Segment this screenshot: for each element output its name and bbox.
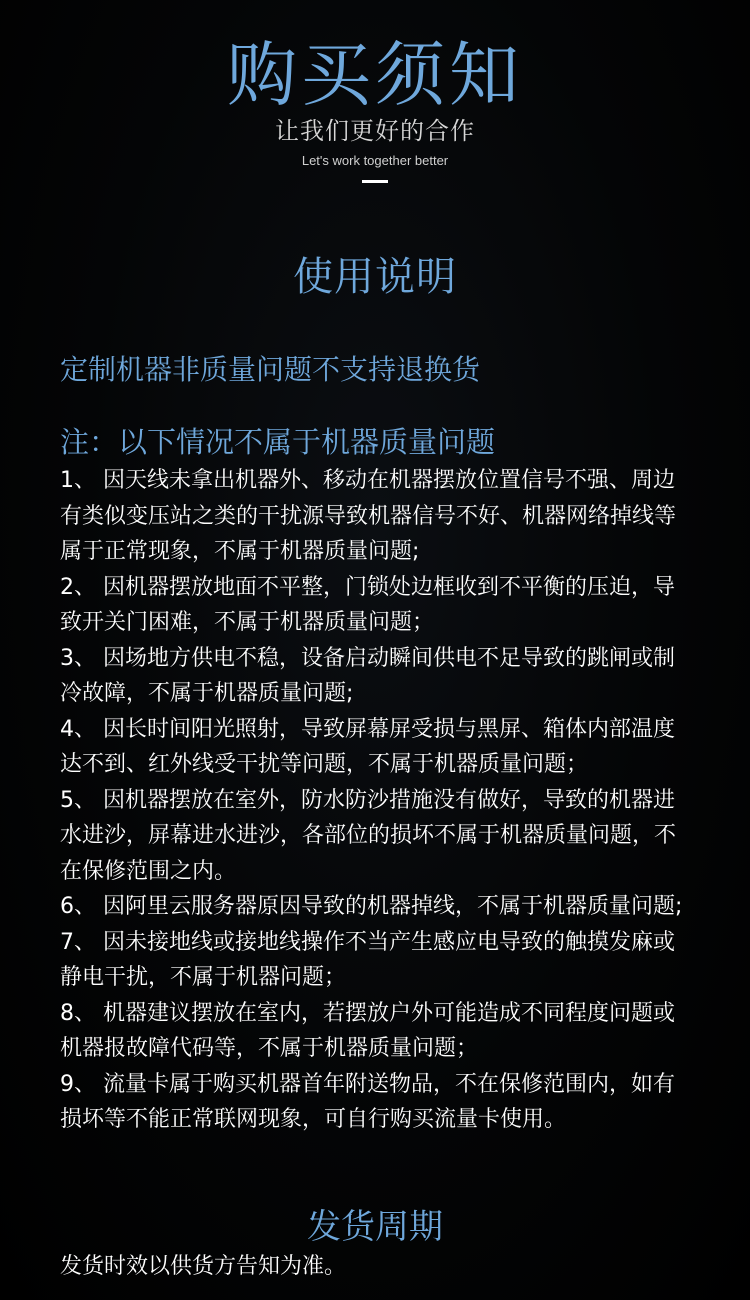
list-item: 1、 因天线未拿出机器外、移动在机器摆放位置信号不强、周边有类似变压站之类的干扰源导致机器信号不好、机器网络掉线等属于正常现象，不属于机器质量问题;: [60, 468, 677, 564]
list-item: 4、 因长时间阳光照射，导致屏幕屏受损与黑屏、箱体内部温度达不到、红外线受干扰等问题，不属于机器质量问题；: [60, 716, 675, 777]
usage-section-title: 使用说明: [293, 254, 457, 300]
list-item: 3、 因场地方供电不稳，设备启动瞬间供电不足导致的跳闸或制冷故障，不属于机器质量问题;: [60, 645, 675, 706]
list-item: 8、 机器建议摆放在室内，若摆放户外可能造成不同程度问题或机器报故障代码等，不属于机器质量问题；: [60, 1000, 675, 1061]
shipping-section-title: 发货周期: [307, 1207, 443, 1247]
title-divider: [362, 180, 388, 183]
shipping-text: 发货时效以供货方告知为准。: [60, 1254, 347, 1279]
list-item: 2、 因机器摆放地面不平整，门锁处边框收到不平衡的压迫，导致开关门困难，不属于机器质量问题；: [60, 574, 675, 635]
no-return-notice: 定制机器非质量问题不支持退换货: [60, 353, 481, 386]
list-item: 9、 流量卡属于购买机器首年附送物品，不在保修范围内，如有损坏等不能正常联网现象，可自行购买流量卡使用。: [60, 1071, 675, 1132]
exclusion-list: [60, 463, 692, 1138]
list-item: 6、 因阿里云服务器原因导致的机器掉线，不属于机器质量问题;: [60, 894, 683, 919]
subtitle-english: Let's work together better: [301, 153, 449, 168]
list-item: 5、 因机器摆放在室外，防水防沙措施没有做好，导致的机器进水进沙，屏幕进水进沙，各部位的损坏不属于机器质量问题，不在保修范围之内。: [60, 787, 677, 884]
subtitle-chinese: 让我们更好的合作: [275, 117, 475, 145]
note-heading: 注：以下情况不属于机器质量问题: [60, 425, 496, 459]
list-item: 7、 因未接地线或接地线操作不当产生感应电导致的触摸发麻或静电干扰，不属于机器问题；: [60, 929, 675, 990]
page-title: 购买须知: [227, 34, 523, 116]
